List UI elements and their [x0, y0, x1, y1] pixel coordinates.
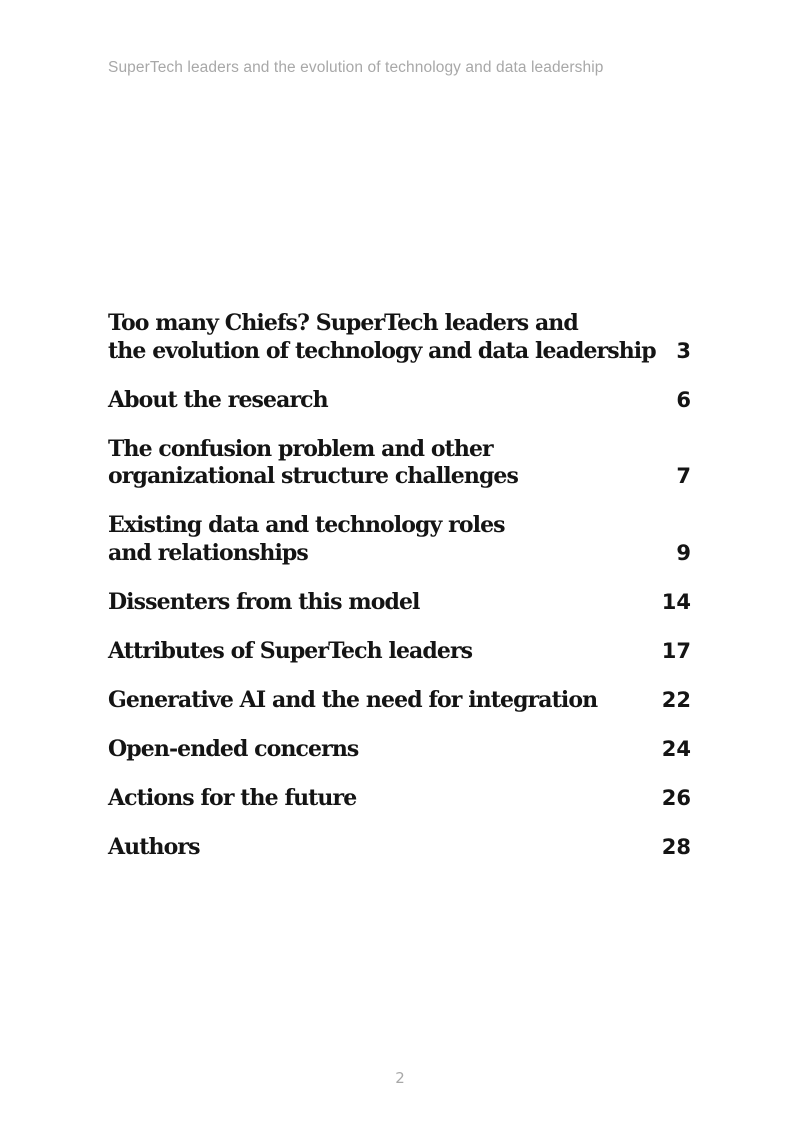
- table-of-contents: [108, 310, 691, 861]
- toc-entry-title-line: Open-ended concerns: [108, 735, 359, 762]
- page-number: 2: [395, 1069, 405, 1087]
- toc-entry-page-number: 24: [661, 736, 691, 761]
- toc-entry-title-line: Generative AI and the need for integration: [108, 686, 598, 713]
- toc-entry-actions-for-the-future[interactable]: [108, 785, 691, 813]
- toc-entry-too-many-chiefs[interactable]: [108, 310, 691, 365]
- toc-entry-title: [108, 785, 631, 813]
- toc-entry-page-number: 6: [676, 387, 691, 412]
- toc-entry-page-number: 22: [661, 687, 691, 712]
- toc-entry-page-number: 17: [661, 638, 691, 663]
- toc-entry-page-number: 14: [661, 589, 691, 614]
- toc-entry-title-line: Authors: [108, 833, 200, 860]
- toc-entry-page-number: 26: [661, 785, 691, 810]
- toc-entry-generative-ai[interactable]: [108, 687, 691, 715]
- toc-entry-title-line: the evolution of technology and data leadership: [108, 337, 656, 364]
- toc-entry-page-number: 3: [676, 338, 691, 363]
- toc-entry-title: [108, 736, 631, 764]
- toc-entry-title-line: organizational structure challenges: [108, 463, 519, 489]
- toc-entry-about-the-research[interactable]: [108, 387, 691, 415]
- toc-entry-title-line: Too many Chiefs? SuperTech leaders and: [108, 310, 578, 336]
- toc-entry-open-ended-concerns[interactable]: [108, 736, 691, 764]
- toc-entry-title: [108, 512, 631, 567]
- toc-entry-confusion-problem[interactable]: [108, 436, 691, 491]
- toc-entry-dissenters[interactable]: [108, 589, 691, 617]
- toc-entry-title: [108, 436, 631, 491]
- toc-entry-authors[interactable]: [108, 834, 691, 862]
- toc-entry-attributes[interactable]: [108, 638, 691, 666]
- toc-entry-title: [108, 834, 631, 862]
- toc-entry-page-number: 7: [676, 464, 691, 488]
- toc-entry-title-line: The confusion problem and other: [108, 435, 493, 462]
- toc-entry-title: [108, 687, 631, 715]
- toc-entry-page-number: 9: [676, 540, 691, 565]
- toc-entry-title: [108, 638, 631, 666]
- toc-entry-title-line: About the research: [108, 386, 328, 413]
- toc-entry-title-line: Existing data and technology roles: [108, 512, 505, 538]
- toc-entry-title: [108, 387, 631, 415]
- toc-entry-existing-roles[interactable]: [108, 512, 691, 567]
- toc-entry-title: [108, 310, 656, 365]
- toc-entry-title-line: Dissenters from this model: [108, 588, 420, 615]
- running-header: SuperTech leaders and the evolution of technology and data leadership: [108, 59, 604, 76]
- toc-entry-title-line: and relationships: [108, 539, 308, 566]
- toc-entry-title-line: Attributes of SuperTech leaders: [108, 637, 473, 664]
- toc-entry-page-number: 28: [661, 834, 691, 859]
- toc-entry-title-line: Actions for the future: [108, 784, 357, 811]
- toc-entry-title: [108, 589, 631, 617]
